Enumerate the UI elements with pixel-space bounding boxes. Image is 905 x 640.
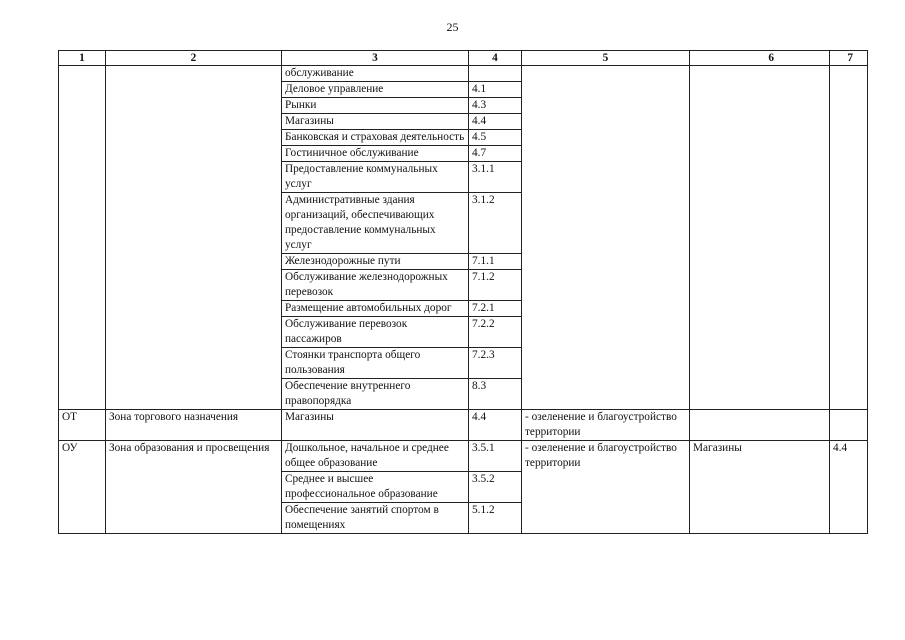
table-row [59, 66, 868, 82]
conditional-use-name-cell [690, 410, 830, 441]
use-name-cell: Среднее и высшее профессиональное образование [282, 472, 469, 503]
use-code-cell: 7.1.1 [469, 254, 522, 270]
zone-code-cell: ОУ [59, 441, 106, 534]
header-col-6: 6 [690, 51, 830, 66]
use-code-cell: 4.1 [469, 82, 522, 98]
zone-name-cell: Зона образования и просвещения [106, 441, 282, 534]
auxiliary-use-cell [522, 66, 690, 410]
zone-code-cell: ОТ [59, 410, 106, 441]
use-name-cell: Размещение автомобильных дорог [282, 301, 469, 317]
use-name-cell: Дошкольное, начальное и среднее общее образование [282, 441, 469, 472]
use-name-cell: Обеспечение занятий спортом в помещениях [282, 503, 469, 534]
use-code-cell: 4.4 [469, 410, 522, 441]
use-code-cell: 7.2.3 [469, 348, 522, 379]
use-code-cell: 3.5.2 [469, 472, 522, 503]
use-name-cell: Магазины [282, 410, 469, 441]
use-name-cell: обслуживание [282, 66, 469, 82]
use-code-cell: 4.7 [469, 146, 522, 162]
use-name-cell: Предоставление коммунальных услуг [282, 162, 469, 193]
zone-name-cell [106, 66, 282, 410]
use-code-cell [469, 66, 522, 82]
conditional-use-code-cell: 4.4 [830, 441, 868, 534]
conditional-use-code-cell [830, 410, 868, 441]
use-name-cell: Обслуживание перевозок пассажиров [282, 317, 469, 348]
use-code-cell: 3.5.1 [469, 441, 522, 472]
use-code-cell: 7.1.2 [469, 270, 522, 301]
header-col-4: 4 [469, 51, 522, 66]
use-name-cell: Железнодорожные пути [282, 254, 469, 270]
header-col-5: 5 [522, 51, 690, 66]
use-code-cell: 7.2.1 [469, 301, 522, 317]
auxiliary-use-cell: - озеленение и благоустройство территории [522, 441, 690, 534]
header-row [59, 51, 868, 66]
use-code-cell: 4.4 [469, 114, 522, 130]
use-name-cell: Обслуживание железнодорожных перевозок [282, 270, 469, 301]
use-name-cell: Деловое управление [282, 82, 469, 98]
use-code-cell: 3.1.2 [469, 193, 522, 254]
use-code-cell: 4.3 [469, 98, 522, 114]
conditional-use-name-cell: Магазины [690, 441, 830, 534]
use-code-cell: 4.5 [469, 130, 522, 146]
header-col-2: 2 [106, 51, 282, 66]
auxiliary-use-cell: - озеленение и благоустройство территории [522, 410, 690, 441]
use-name-cell: Магазины [282, 114, 469, 130]
use-code-cell: 7.2.2 [469, 317, 522, 348]
table-row [59, 441, 868, 472]
table-row [59, 410, 868, 441]
use-name-cell: Стоянки транспорта общего пользования [282, 348, 469, 379]
header-col-7: 7 [830, 51, 868, 66]
zone-code-cell [59, 66, 106, 410]
zone-name-cell: Зона торгового назначения [106, 410, 282, 441]
use-code-cell: 3.1.1 [469, 162, 522, 193]
use-name-cell: Банковская и страховая деятельность [282, 130, 469, 146]
page-number: 25 [446, 20, 459, 34]
use-code-cell: 5.1.2 [469, 503, 522, 534]
use-name-cell: Административные здания организаций, обеспечивающих предоставление коммунальных услуг [282, 193, 469, 254]
use-name-cell: Обеспечение внутреннего правопорядка [282, 379, 469, 410]
conditional-use-code-cell [830, 66, 868, 410]
use-code-cell: 8.3 [469, 379, 522, 410]
use-name-cell: Гостиничное обслуживание [282, 146, 469, 162]
zoning-regulations-table [58, 50, 868, 534]
use-name-cell: Рынки [282, 98, 469, 114]
header-col-3: 3 [282, 51, 469, 66]
conditional-use-name-cell [690, 66, 830, 410]
header-col-1: 1 [59, 51, 106, 66]
